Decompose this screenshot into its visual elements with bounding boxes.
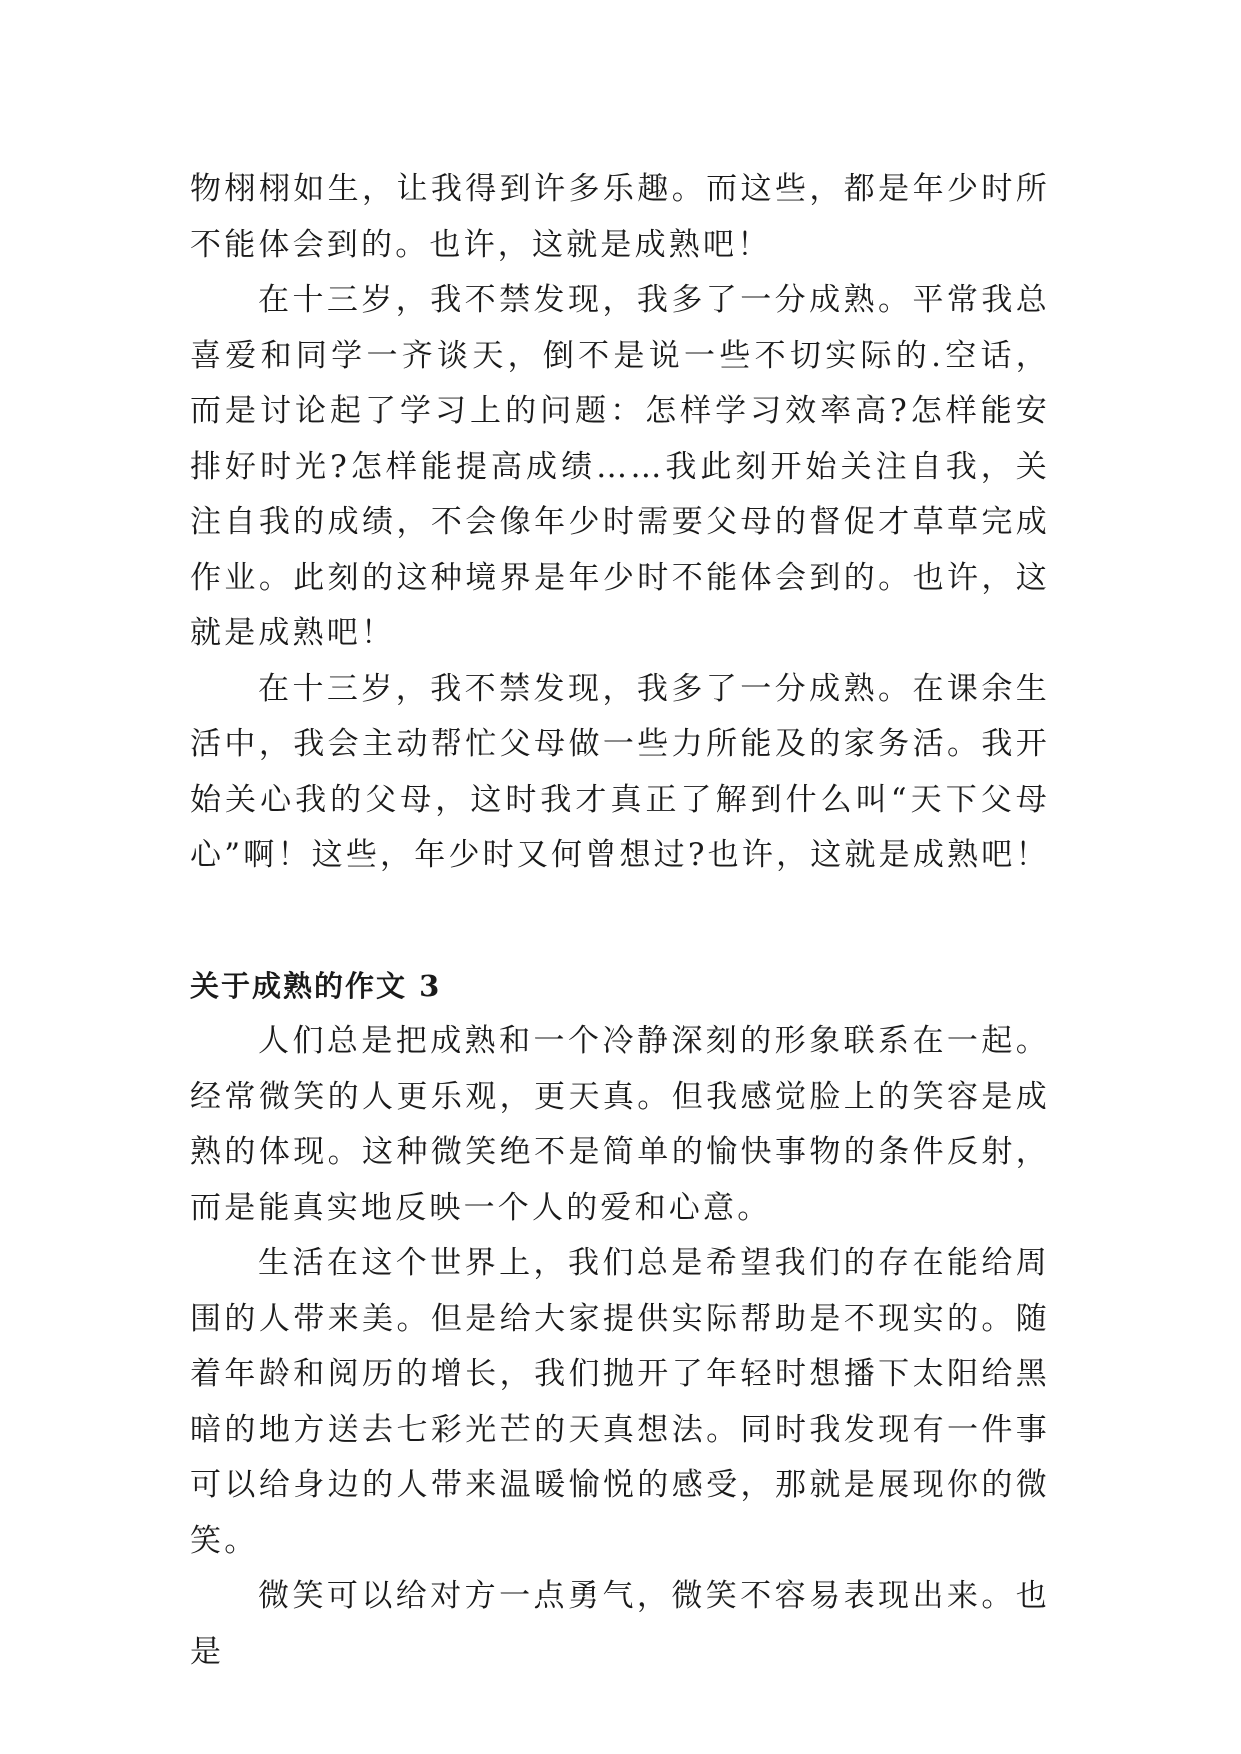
- section-heading: 关于成熟的作文 3: [190, 968, 442, 1003]
- paragraph: 在十三岁，我不禁发现，我多了一分成熟。在课余生活中，我会主动帮忙父母做一些力所能及的家务活。我开始关心我的父母，这时我才真正了解到什么叫“天下父母心”啊！这些，年少时又何曾想过?也许，这就是成熟吧！: [190, 670, 1050, 873]
- paragraph: 微笑可以给对方一点勇气，微笑不容易表现出来。也是: [190, 1578, 1050, 1670]
- section-spacer: [190, 884, 1050, 959]
- paragraph: 在十三岁，我不禁发现，我多了一分成熟。平常我总喜爱和同学一齐谈天，倒不是说一些不切实际的.空话，而是讨论起了学习上的问题：怎样学习效率高?怎样能安排好时光?怎样能提高成绩……我此刻开始关注自我，关注自我的成绩，不会像年少时需要父母的督促才草草完成作业。此刻的这种境界是年少时不能体会到的。也许，这就是成熟吧！: [190, 282, 1050, 651]
- document-body: [190, 162, 1050, 1680]
- paragraph-continued: 物栩栩如生，让我得到许多乐趣。而这些，都是年少时所不能体会到的。也许，这就是成熟吧！: [190, 171, 1050, 263]
- paragraph: 人们总是把成熟和一个冷静深刻的形象联系在一起。经常微笑的人更乐观，更天真。但我感觉脸上的笑容是成熟的体现。这种微笑绝不是简单的愉快事物的条件反射，而是能真实地反映一个人的爱和心意。: [190, 1023, 1050, 1226]
- paragraph: 生活在这个世界上，我们总是希望我们的存在能给周围的人带来美。但是给大家提供实际帮助是不现实的。随着年龄和阅历的增长，我们抛开了年轻时想播下太阳给黑暗的地方送去七彩光芒的天真想法。同时我发现有一件事可以给身边的人带来温暖愉悦的感受，那就是展现你的微笑。: [190, 1245, 1050, 1559]
